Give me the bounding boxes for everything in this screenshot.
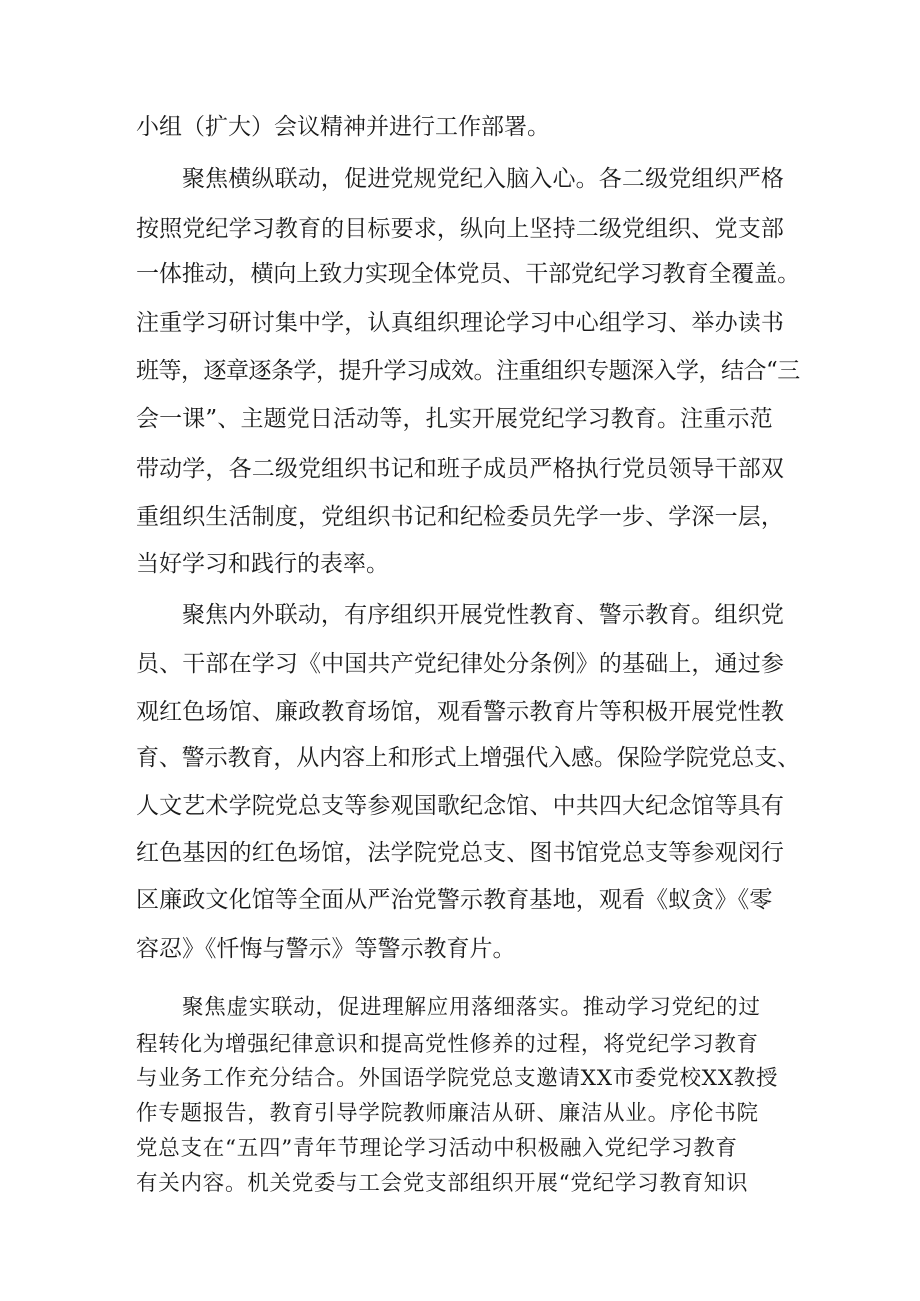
paragraph-line: 党总支在“五四”青年节理论学习活动中积极融入党纪学习教育 <box>136 1136 738 1161</box>
paragraph-line: 红色基因的红色场馆，法学院党总支、图书馆党总支等参观闵行 <box>136 840 784 866</box>
paragraph-line: 注重学习研讨集中学，认真组织理论学习中心组学习、举办读书 <box>136 310 784 336</box>
paragraph-line: 观红色场馆、廉政教育场馆，观看警示教育片等积极开展党性教 <box>136 699 784 725</box>
paragraph-line: 小组（扩大）会议精神并进行工作部署。 <box>136 114 550 140</box>
paragraph-line: 容忍》《忏悔与警示》等警示教育片。 <box>136 936 516 962</box>
paragraph-line: 程转化为增强纪律意识和提高党性修养的过程，将党纪学习教育 <box>136 1032 759 1057</box>
paragraph-line: 一体推动，横向上致力实现全体党员、干部党纪学习教育全覆盖。 <box>136 261 801 287</box>
paragraph-line: 带动学，各二级党组织书记和班子成员严格执行党员领导干部双 <box>136 456 784 482</box>
paragraph-line: 聚焦横纵联动，促进党规党纪入脑入心。各二级党组织严格 <box>182 166 784 192</box>
paragraph-line: 会一课”、主题党日活动等，扎实开展党纪学习教育。注重示范 <box>136 406 773 432</box>
paragraph-line: 作专题报告，教育引导学院教师廉洁从研、廉洁从业。序伦书院 <box>136 1101 759 1126</box>
paragraph-line: 聚焦内外联动，有序组织开展党性教育、警示教育。组织党 <box>182 602 784 628</box>
paragraph-line: 人文艺术学院党总支等参观国歌纪念馆、中共四大纪念馆等具有 <box>136 793 784 819</box>
paragraph-line: 区廉政文化馆等全面从严治党警示教育基地，观看《蚁贪》《零 <box>136 887 773 913</box>
paragraph-line: 聚焦虚实联动，促进理解应用落细落实。推动学习党纪的过 <box>182 995 761 1020</box>
paragraph-line: 重组织生活制度，党组织书记和纪检委员先学一步、学深一层， <box>136 504 784 530</box>
paragraph-line: 当好学习和践行的表率。 <box>136 551 389 577</box>
paragraph-line: 育、警示教育，从内容上和形式上增强代入感。保险学院党总支、 <box>136 745 801 771</box>
paragraph-line: 员、干部在学习《中国共产党纪律处分条例》的基础上，通过参 <box>136 651 784 677</box>
paragraph-line: 与业务工作充分结合。外国语学院党总支邀请XX市委党校XX教授 <box>136 1066 779 1091</box>
paragraph-line: 班等，逐章逐条学，提升学习成效。注重组织专题深入学，结合“三 <box>136 358 800 384</box>
paragraph-line: 按照党纪学习教育的目标要求，纵向上坚持二级党组织、党支部 <box>136 216 784 242</box>
paragraph-line: 有关内容。机关党委与工会党支部组织开展“党纪学习教育知识 <box>136 1171 749 1196</box>
